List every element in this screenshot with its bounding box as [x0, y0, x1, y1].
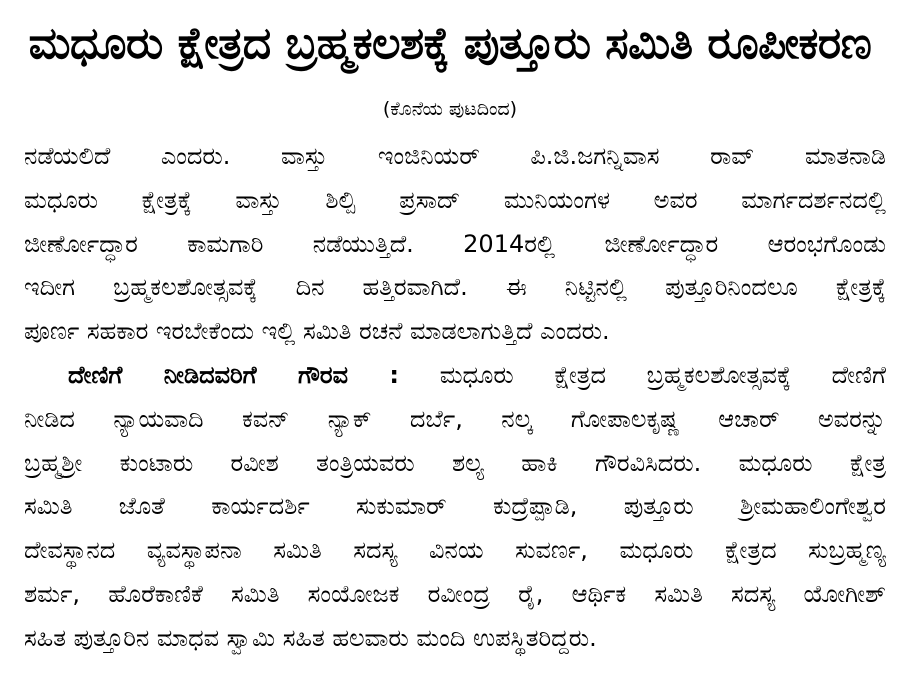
body-line-5: ಪೂರ್ಣ ಸಹಕಾರ ಇರಬೇಕೆಂದು ಇಲ್ಲಿ ಸಮಿತಿ ರಚನೆ ಮಾಡಲಾಗುತ್ತಿದೆ ಎಂದರು.	[24, 317, 610, 346]
body-line-10: ದೇವಸ್ಥಾನದ ವ್ಯವಸ್ಥಾಪನಾ ಸಮಿತಿ ಸದಸ್ಯ ವಿನಯ ಸುವರ್ಣ, ಮಧೂರು ಕ್ಷೇತ್ರದ ಸುಬ್ರಹ್ಮಣ್ಯ	[24, 536, 886, 565]
body-line-2: ಮಧೂರು ಕ್ಷೇತ್ರಕ್ಕೆ ವಾಸ್ತು ಶಿಲ್ಪಿ ಪ್ರಸಾದ್ ಮುನಿಯಂಗಳ ಅವರ ಮಾರ್ಗದರ್ಶನದಲ್ಲಿ	[24, 185, 886, 214]
body-line-12: ಸಹಿತ ಪುತ್ತೂರಿನ ಮಾಧವ ಸ್ವಾಮಿ ಸಹಿತ ಹಲವಾರು ಮಂದಿ ಉಪಸ್ಥಿತರಿದ್ದರು.	[24, 623, 597, 652]
body-line-9: ಸಮಿತಿ ಜೊತೆ ಕಾರ್ಯದರ್ಶಿ ಸುಕುಮಾರ್ ಕುದ್ರೆಪ್ಪಾಡಿ, ಪುತ್ತೂರು ಶ್ರೀಮಹಾಲಿಂಗೇಶ್ವರ	[24, 492, 886, 521]
subhead-label: ದೇಣಿಗೆ ನೀಡಿದವರಿಗೆ ಗೌರವ :	[68, 360, 400, 389]
body-line-1: ನಡೆಯಲಿದೆ ಎಂದರು. ವಾಸ್ತು ಇಂಜಿನಿಯರ್ ಪಿ.ಜಿ.ಜಗನ್ನಿವಾಸ ರಾವ್ ಮಾತನಾಡಿ	[24, 142, 886, 170]
body-line-7: ನೀಡಿದ ನ್ಯಾಯವಾದಿ ಕವನ್ ನ್ಯಾಕ್ ದರ್ಬೆ, ನಲ್ಕ ಗೋಪಾಲಕೃಷ್ಣ ಆಚಾರ್ ಅವರನ್ನು	[24, 404, 886, 433]
body-line-4: ಇದೀಗ ಬ್ರಹ್ಮಕಲಶೋತ್ಸವಕ್ಕೆ ದಿನ ಹತ್ತಿರವಾಗಿದೆ. ಈ ನಿಟ್ಟಿನಲ್ಲಿ ಪುತ್ತೂರಿನಿಂದಲೂ ಕ್ಷೇತ್ರಕ್ಕೆ	[24, 273, 886, 302]
body-line-3: ಜೀರ್ಣೋದ್ಧಾರ ಕಾಮಗಾರಿ ನಡೆಯುತ್ತಿದೆ. 2014ರಲ್ಲಿ ಜೀರ್ಣೋದ್ಧಾರ ಆರಂಭಗೊಂಡು	[24, 229, 886, 258]
article-body	[24, 135, 886, 661]
subhead-line	[24, 354, 886, 398]
body-line-11: ಶರ್ಮ, ಹೊರೆಕಾಣಿಕೆ ಸಮಿತಿ ಸಂಯೋಜಕ ರವೀಂದ್ರ ರೈ, ಆರ್ಥಿಕ ಸಮಿತಿ ಸದಸ್ಯ ಯೋಗೀಶ್	[24, 579, 886, 608]
continued-from-note: (ಕೊನೆಯ ಪುಟದಿಂದ)	[382, 98, 518, 120]
article-headline: ಮಧೂರು ಕ್ಷೇತ್ರದ ಬ್ರಹ್ಮಕಲಶಕ್ಕೆ ಪುತ್ತೂರು ಸಮಿತಿ ರೂಪೀಕರಣ	[28, 18, 872, 69]
body-line-8: ಬ್ರಹ್ಮಶ್ರೀ ಕುಂಟಾರು ರವೀಶ ತಂತ್ರಿಯವರು ಶಲ್ಯ ಹಾಕಿ ಗೌರವಿಸಿದರು. ಮಧೂರು ಕ್ಷೇತ್ರ	[24, 448, 886, 477]
subhead-rest: ಮಧೂರು ಕ್ಷೇತ್ರದ ಬ್ರಹ್ಮಕಲಶೋತ್ಸವಕ್ಕೆ ದೇಣಿಗೆ	[439, 360, 886, 389]
